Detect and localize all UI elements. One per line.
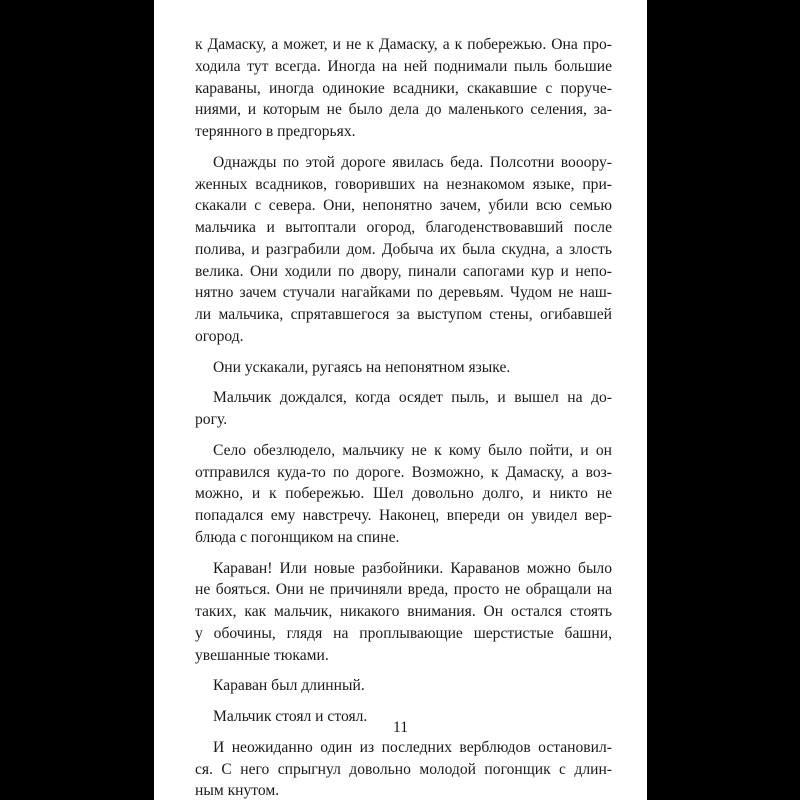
text-line: полива, и разграбили дом. Добыча их была скудна, а злость (195, 240, 612, 258)
text-line: ным кнутом. (195, 782, 280, 800)
text-line: Однажды по этой дороге явилась беда. Полсотни вооору- (213, 153, 612, 171)
text-line: И неожиданно один из последних верблюдов остановил- (213, 738, 612, 756)
text-line: мальчика и вытоптали огород, благоденствовавший после (195, 219, 612, 236)
text-line: караваны, иногда одинокие всадники, скакавшие с поруче- (195, 79, 612, 97)
text-line: Село обезлюдело, мальчику не к кому было пойти, и он (213, 441, 612, 459)
text-line: Мальчик дождался, когда осядет пыль, и вышел на до- (213, 389, 612, 407)
text-line: таких, как мальчик, никакого внимания. Он остался стоять (195, 603, 612, 620)
text-line: Мальчик стоял и стоял. (213, 708, 368, 725)
page-number: 11 (392, 719, 408, 736)
text-line: у обочины, глядя на проплывающие шерстистые башни, (195, 624, 612, 642)
text-line: велика. Они ходили по двору, пинали сапогами кур и непо- (195, 262, 612, 280)
text-line: можно, и к побережью. Шел довольно долго, и никто не (195, 485, 612, 503)
text-line: огород. (195, 327, 244, 345)
text-line: ли мальчика, спрятавшегося за выступом стены, огибавшей (195, 306, 612, 323)
text-line: нятно зачем стучали нагайками по деревьям. Чудом не наш- (195, 284, 612, 302)
text-line: ся. С него спрыгнул довольно молодой погонщик с длин- (195, 760, 612, 778)
text-line: к Дамаску, а может, и не к Дамаску, а к побережью. Она про- (195, 36, 612, 53)
page-text (195, 34, 612, 800)
text-line: рогу. (195, 411, 228, 428)
text-line: не бояться. Они не причиняли вреда, просто не обращали на (195, 581, 612, 599)
text-line: Караван! Или новые разбойники. Караванов можно было (213, 559, 612, 577)
text-line: увешанные тюками. (195, 646, 329, 664)
text-line: скакали с севера. Они, непонятно зачем, убили всю семью (195, 197, 612, 215)
text-line: ниями, и которым не было дела до маленького селения, за- (195, 101, 612, 119)
text-line: Они ускакали, ругаясь на непонятном языке. (213, 358, 511, 376)
text-line: Караван был длинный. (213, 677, 365, 695)
text-line: терянного в предгорьях. (195, 123, 356, 140)
text-line: ходила тут всегда. Иногда на ней поднимали пыль большие (195, 57, 612, 75)
text-line: отправился куда-то по дороге. Возможно, к Дамаску, а воз- (195, 463, 612, 481)
text-line: попадался ему навстречу. Наконец, впереди он увидел вер- (195, 507, 612, 524)
book-page (154, 0, 647, 800)
text-line: блюда с погонщиком на спине. (195, 528, 400, 546)
text-line: женных всадников, говоривших на незнакомом языке, при- (195, 175, 612, 193)
